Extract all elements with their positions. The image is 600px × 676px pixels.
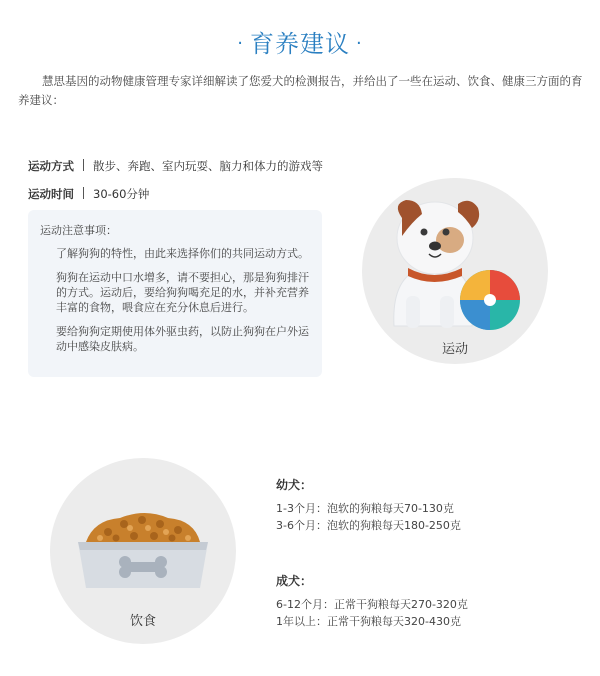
title-text: 育养建议 [250, 30, 350, 58]
adult-line: 6-12个月：正常干狗粮每天270-320克 [276, 598, 468, 611]
exercise-time-label: 运动时间 [28, 187, 74, 201]
notes-title: 运动注意事项： [40, 224, 117, 237]
puppy-title: 幼犬： [276, 478, 313, 492]
exercise-notes-panel [28, 210, 322, 377]
exercise-type-row [28, 158, 323, 174]
note-item: 狗狗在运动中口水增多，请不要担心，那是狗狗排汗的方式。运动后，要给狗狗喝充足的水，并补充营养丰富的食物，喂食应在充分休息后进行。 [56, 271, 309, 314]
puppy-line: 3-6个月：泡软的狗粮每天180-250克 [276, 519, 461, 532]
diet-circle-label: 饮食 [129, 614, 156, 629]
intro-paragraph: 慧思基因的动物健康管理专家详细解读了您爱犬的检测报告，并给出了一些在运动、饮食、健康三方面的育养建议： [18, 74, 583, 107]
note-item: 要给狗狗定期使用体外驱虫药，以防止狗狗在户外运动中感染皮肤病。 [56, 325, 309, 353]
adult-title: 成犬： [276, 574, 313, 588]
exercise-time-value: 30-60分钟 [93, 187, 150, 201]
exercise-circle-label: 运动 [441, 342, 468, 357]
note-item: 了解狗狗的特性，由此来选择你们的共同运动方式。 [56, 247, 309, 260]
dog-with-ball-icon [362, 178, 548, 364]
divider [83, 187, 84, 199]
exercise-type-value: 散步、奔跑、室内玩耍、脑力和体力的游戏等 [93, 159, 323, 173]
exercise-time-row [28, 186, 149, 202]
page-title [0, 24, 600, 59]
exercise-type-label: 运动方式 [28, 159, 74, 173]
title-dot-left: · [237, 33, 244, 54]
divider [83, 159, 84, 171]
adult-line: 1年以上：正常干狗粮每天320-430克 [276, 615, 461, 628]
title-dot-right: · [356, 33, 363, 54]
puppy-line: 1-3个月：泡软的狗粮每天70-130克 [276, 502, 454, 515]
